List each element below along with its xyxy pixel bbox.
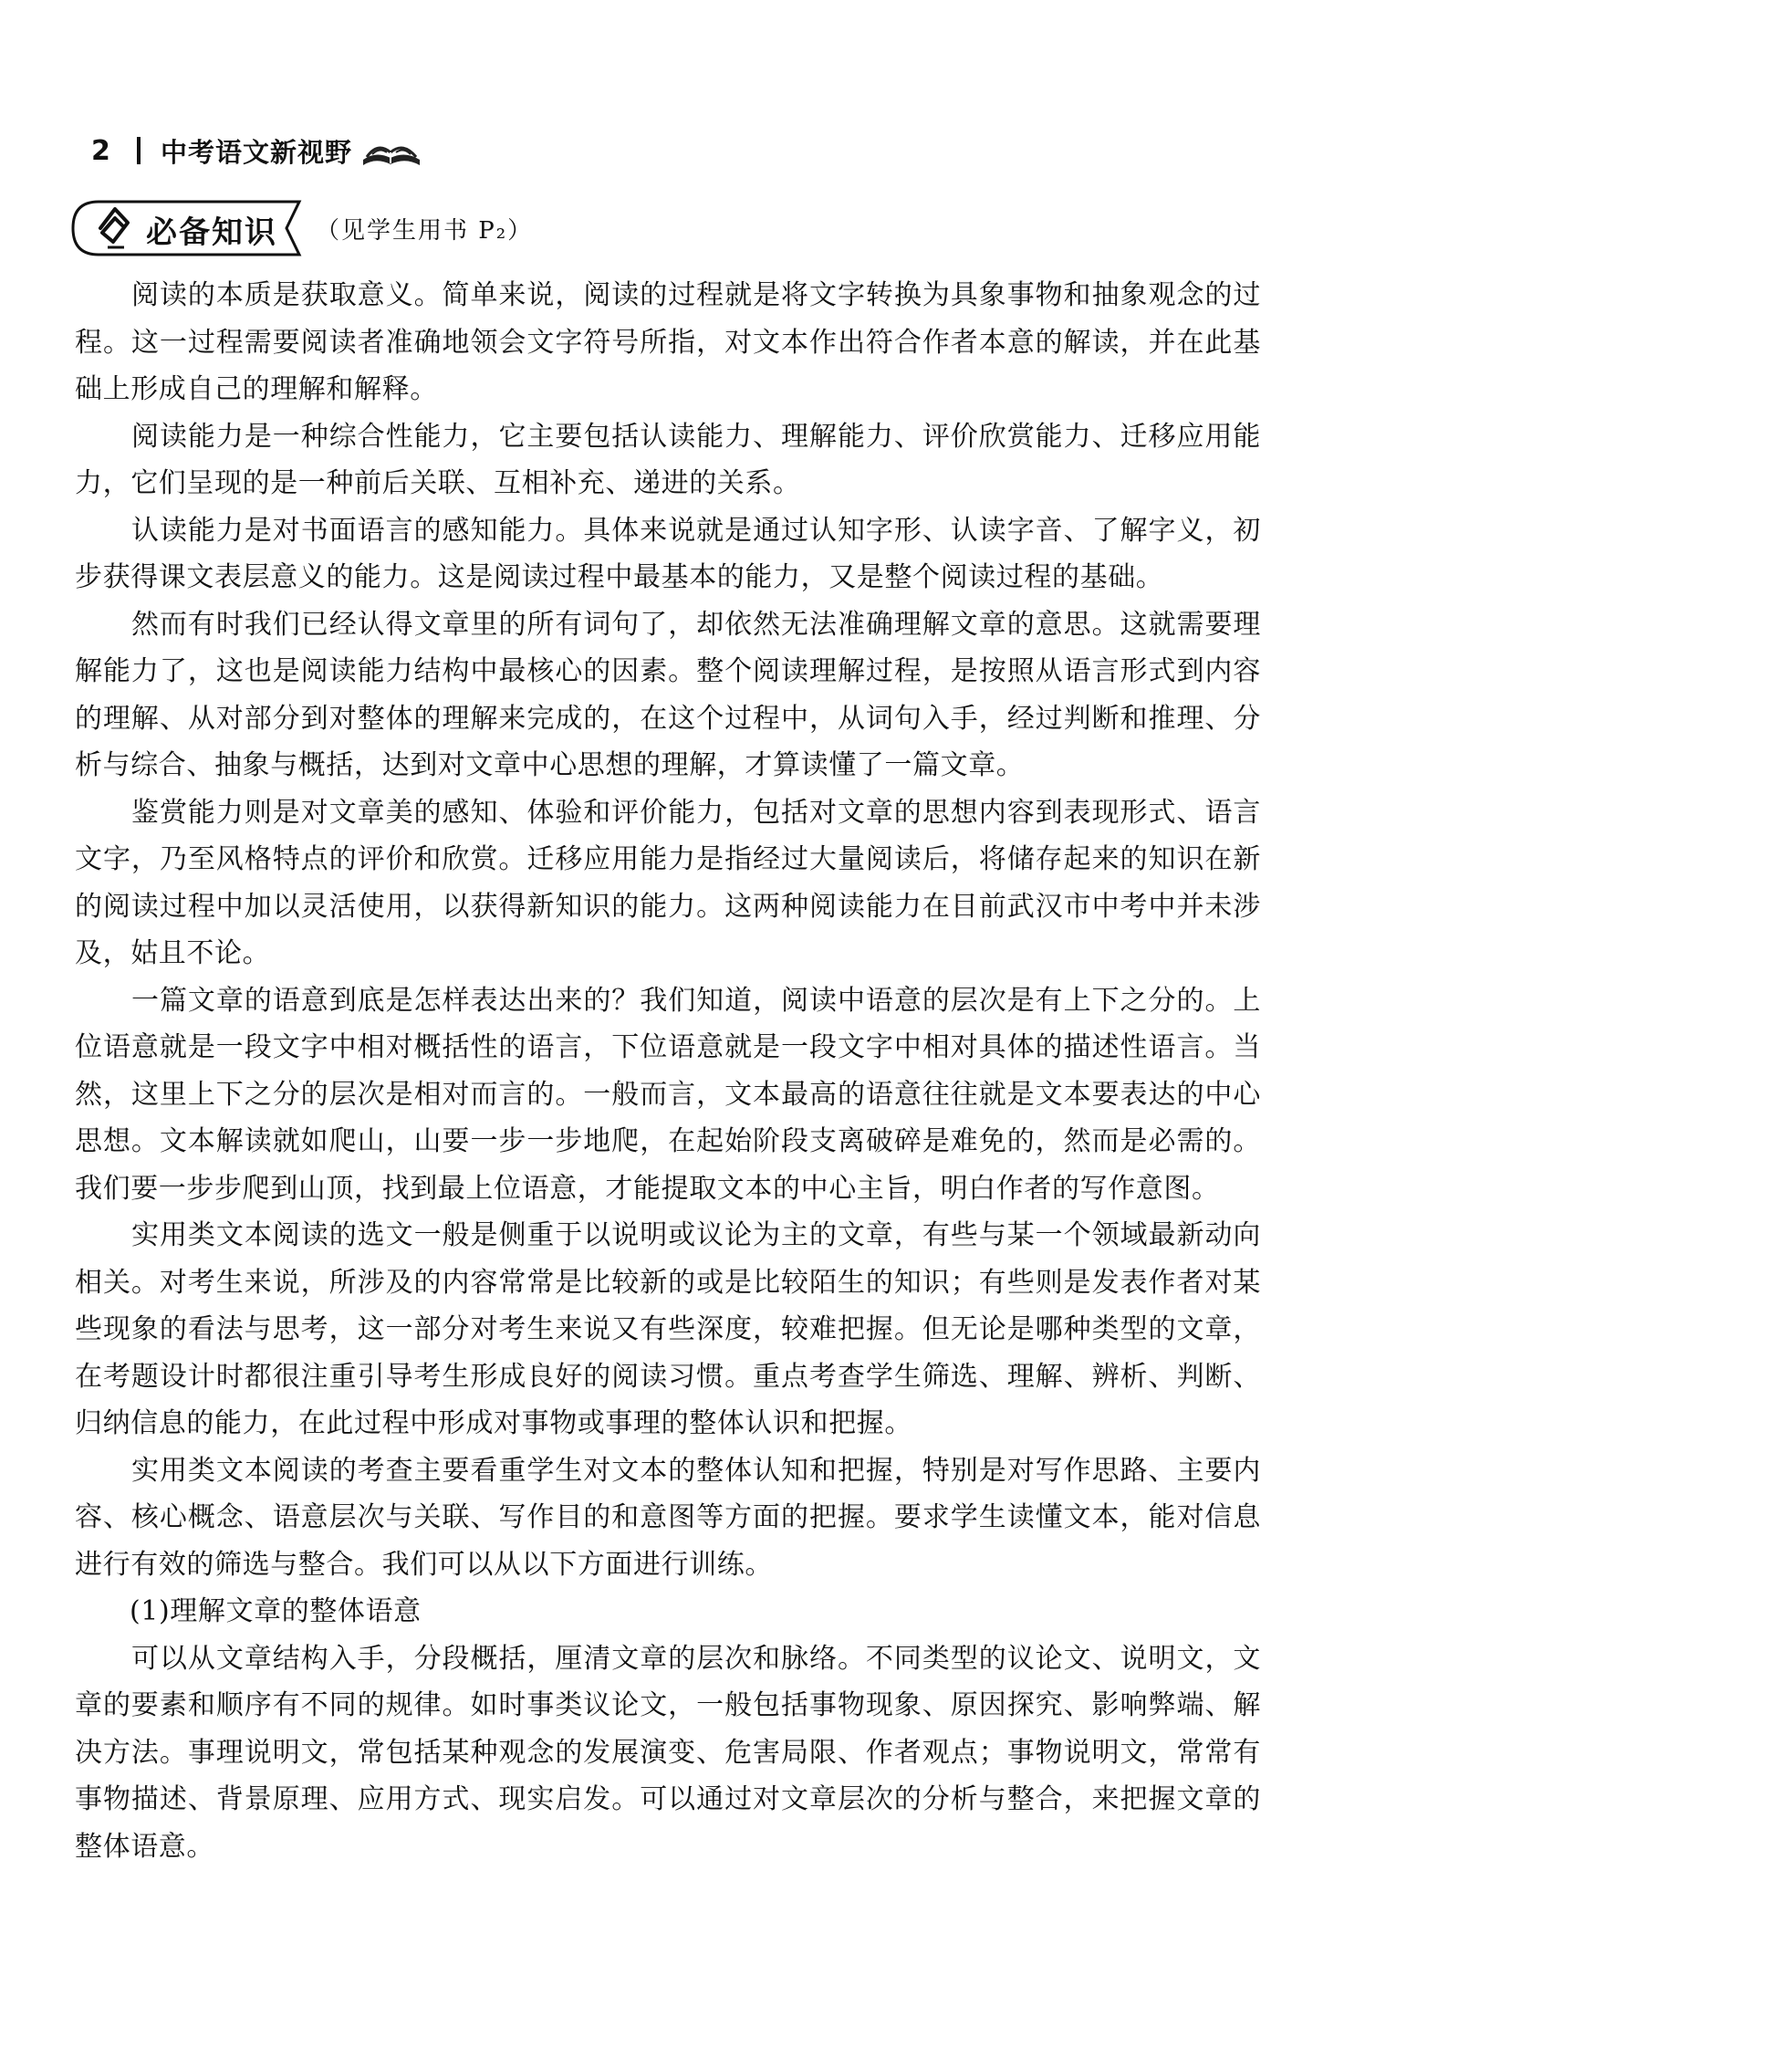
book-title: 中考语文新视野 (161, 136, 353, 168)
page-number: 2 (91, 134, 110, 167)
paragraph: 实用类文本阅读的考查主要看重学生对文本的整体认知和把握，特别是对写作思路、主要内容、核心概念、语意层次与关联、写作目的和意图等方面的把握。要求学生读懂文本，能对信息进行有效的筛选与整合。我们可以从以下方面进行训练。 (75, 1454, 1261, 1581)
section-reference: （见学生用书 P₂） (316, 216, 534, 245)
paragraph: 认读能力是对书面语言的感知能力。具体来说就是通过认知字形、认读字音、了解字义，初步获得课文表层意义的能力。这是阅读过程中最基本的能力，又是整个阅读过程的基础。 (75, 514, 1261, 593)
body-text (75, 272, 1261, 1870)
paragraph: 阅读能力是一种综合性能力，它主要包括认读能力、理解能力、评价欣赏能力、迁移应用能力，它们呈现的是一种前后关联、互相补充、递进的关系。 (75, 420, 1261, 499)
paragraph: 可以从文章结构入手，分段概括，厘清文章的层次和脉络。不同类型的议论文、说明文，文章的要素和顺序有不同的规律。如时事类议论文，一般包括事物现象、原因探究、影响弊端、解决方法。事理说明文，常包括某种观念的发展演变、危害局限、作者观点；事物说明文，常常有事物描述、背景原理、应用方式、现实启发。可以通过对文章层次的分析与整合，来把握文章的整体语意。 (75, 1642, 1261, 1863)
section-badge (71, 200, 310, 256)
paragraph: 实用类文本阅读的选文一般是侧重于以说明或议论为主的文章，有些与某一个领域最新动向相关。对考生来说，所涉及的内容常常是比较新的或是比较陌生的知识；有些则是发表作者对某些现象的看法与思考，这一部分对考生来说又有些深度，较难把握。但无论是哪种类型的文章，在考题设计时都很注重引导考生形成良好的阅读习惯。重点考查学生筛选、理解、辨析、判断、归纳信息的能力，在此过程中形成对事物或事理的整体认识和把握。 (75, 1219, 1261, 1439)
running-header (91, 130, 423, 172)
subsection-heading: (1)理解文章的整体语意 (130, 1595, 422, 1627)
paragraph: 阅读的本质是获取意义。简单来说，阅读的过程就是将文字转换为具象事物和抽象观念的过程。这一过程需要阅读者准确地领会文字符号所指，对文本作出符合作者本意的解读，并在此基础上形成自己的理解和解释。 (75, 279, 1261, 405)
paragraph: 然而有时我们已经认得文章里的所有词句了，却依然无法准确理解文章的意思。这就需要理解能力了，这也是阅读能力结构中最核心的因素。整个阅读理解过程，是按照从语言形式到内容的理解、从对部分到对整体的理解来完成的，在这个过程中，从词句入手，经过判断和推理、分析与综合、抽象与概括，达到对文章中心思想的理解，才算读懂了一篇文章。 (75, 608, 1261, 781)
paragraph: 一篇文章的语意到底是怎样表达出来的？我们知道，阅读中语意的层次是有上下之分的。上位语意就是一段文字中相对概括性的语言，下位语意就是一段文字中相对具体的描述性语言。当然，这里上下之分的层次是相对而言的。一般而言，文本最高的语意往往就是文本要表达的中心思想。文本解读就如爬山，山要一步一步地爬，在起始阶段支离破碎是难免的，然而是必需的。我们要一步步爬到山顶，找到最上位语意，才能提取文本的中心主旨，明白作者的写作意图。 (75, 984, 1261, 1205)
section-title: 必备知识 (146, 214, 277, 251)
section-banner (71, 196, 533, 260)
paragraph: 鉴赏能力则是对文章美的感知、体验和评价能力，包括对文章的思想内容到表现形式、语言文字，乃至风格特点的评价和欣赏。迁移应用能力是指经过大量阅读后，将储存起来的知识在新的阅读过程中加以灵活使用，以获得新知识的能力。这两种阅读能力在目前武汉市中考中并未涉及，姑且不论。 (75, 796, 1261, 969)
header-divider (137, 137, 141, 164)
open-book-icon (359, 132, 423, 169)
